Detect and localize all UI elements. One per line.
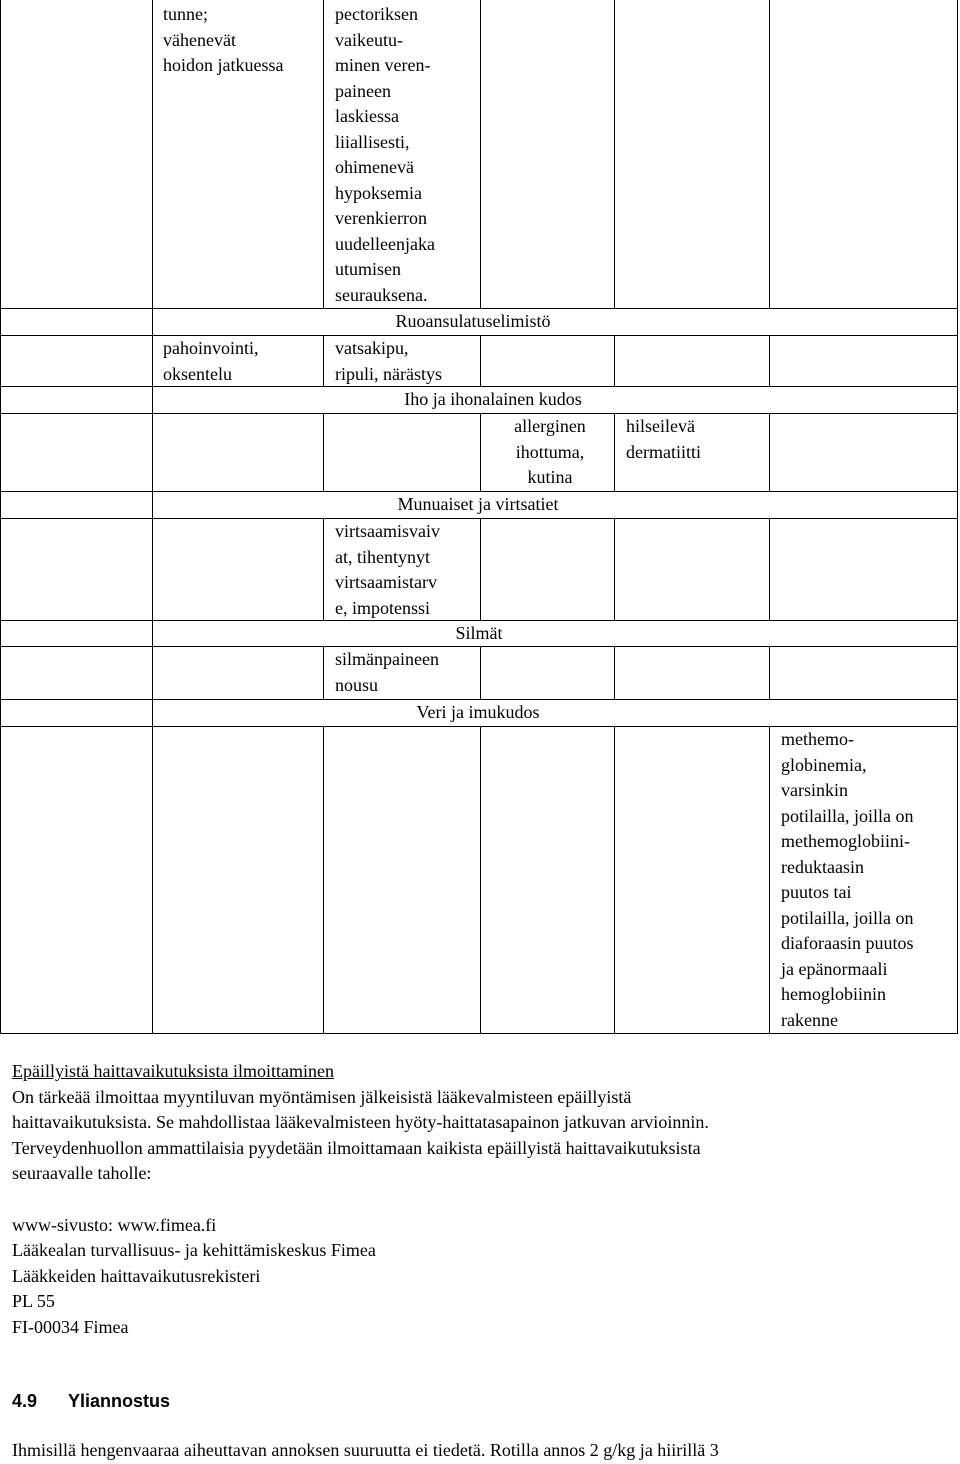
section-number: 4.9 xyxy=(12,1391,38,1411)
address-line: Lääkealan turvallisuus- ja kehittämiskeskus Fimea xyxy=(12,1240,376,1260)
section-title: Yliannostus xyxy=(68,1391,171,1411)
table-border-right xyxy=(957,0,958,1034)
section-heading-eyes: Silmät xyxy=(455,623,503,643)
cell-affected-row-top: tunne; vähenevät hoidon jatkuessa xyxy=(163,4,284,75)
table-border-left xyxy=(0,0,1,1034)
row-divider xyxy=(0,413,958,414)
section-heading-blood: Veri ja imukudos xyxy=(416,702,540,722)
section-heading-gastro: Ruoansulatuselimistö xyxy=(395,311,551,331)
cell-skin-rare: hilseilevä dermatiitti xyxy=(626,416,701,462)
section-heading-skin: Iho ja ihonalainen kudos xyxy=(404,389,582,409)
reporting-line: On tärkeää ilmoittaa myyntiluvan myöntämisen jälkeisistä lääkevalmisteen epäillyistä xyxy=(12,1087,632,1107)
section-heading-overdose xyxy=(12,1391,170,1412)
cell-gastro-label: pahoinvointi, oksentelu xyxy=(163,338,259,384)
address-website: www-sivusto: www.fimea.fi xyxy=(12,1215,217,1235)
cell-blood-value: methemo- globinemia, varsinkin potilailla, joilla on methemoglobiini- reduktaasin puutos tai potilailla, joilla on diaforaasin puutos ja epänormaali hemoglobiinin rakenne xyxy=(781,729,914,1030)
address-line: FI-00034 Fimea xyxy=(12,1317,129,1337)
table-border-bottom xyxy=(0,1033,958,1034)
overdose-text: Ihmisillä hengenvaaraa aiheuttavan annoksen suuruutta ei tiedetä. Rotilla annos 2 g/kg ja hiirillä 3 xyxy=(12,1440,719,1460)
section-heading-kidney: Munuaiset ja virtsatiet xyxy=(397,494,559,514)
cell-skin-uncommon: allerginen ihottuma, kutina xyxy=(514,416,586,487)
address-line: PL 55 xyxy=(12,1291,55,1311)
cell-eyes-value: silmänpaineen nousu xyxy=(335,649,439,695)
reporting-line: Terveydenhuollon ammattilaisia pyydetään ilmoittamaan kaikista epäillyistä haittavaikutuksista xyxy=(12,1138,701,1158)
cell-kidney-value: virtsaamisvaiv at, tihentynyt virtsaamistarv e, impotenssi xyxy=(335,521,440,618)
cell-gastro-value: vatsakipu, ripuli, närästys xyxy=(335,338,442,384)
reporting-line: haittavaikutuksista. Se mahdollistaa lääkevalmisteen hyöty-haittatasapainon jatkuvan arvioinnin. xyxy=(12,1112,709,1132)
reporting-line: seuraavalle taholle: xyxy=(12,1163,152,1183)
cell-common-row-top: pectoriksen vaikeutu- minen veren- paineen laskiessa liiallisesti, ohimenevä hypoksemia verenkierron uudelleenjaka utumisen seurauksena. xyxy=(335,4,435,305)
reporting-heading: Epäillyistä haittavaikutuksista ilmoittaminen xyxy=(12,1061,334,1081)
address-line: Lääkkeiden haittavaikutusrekisteri xyxy=(12,1266,261,1286)
